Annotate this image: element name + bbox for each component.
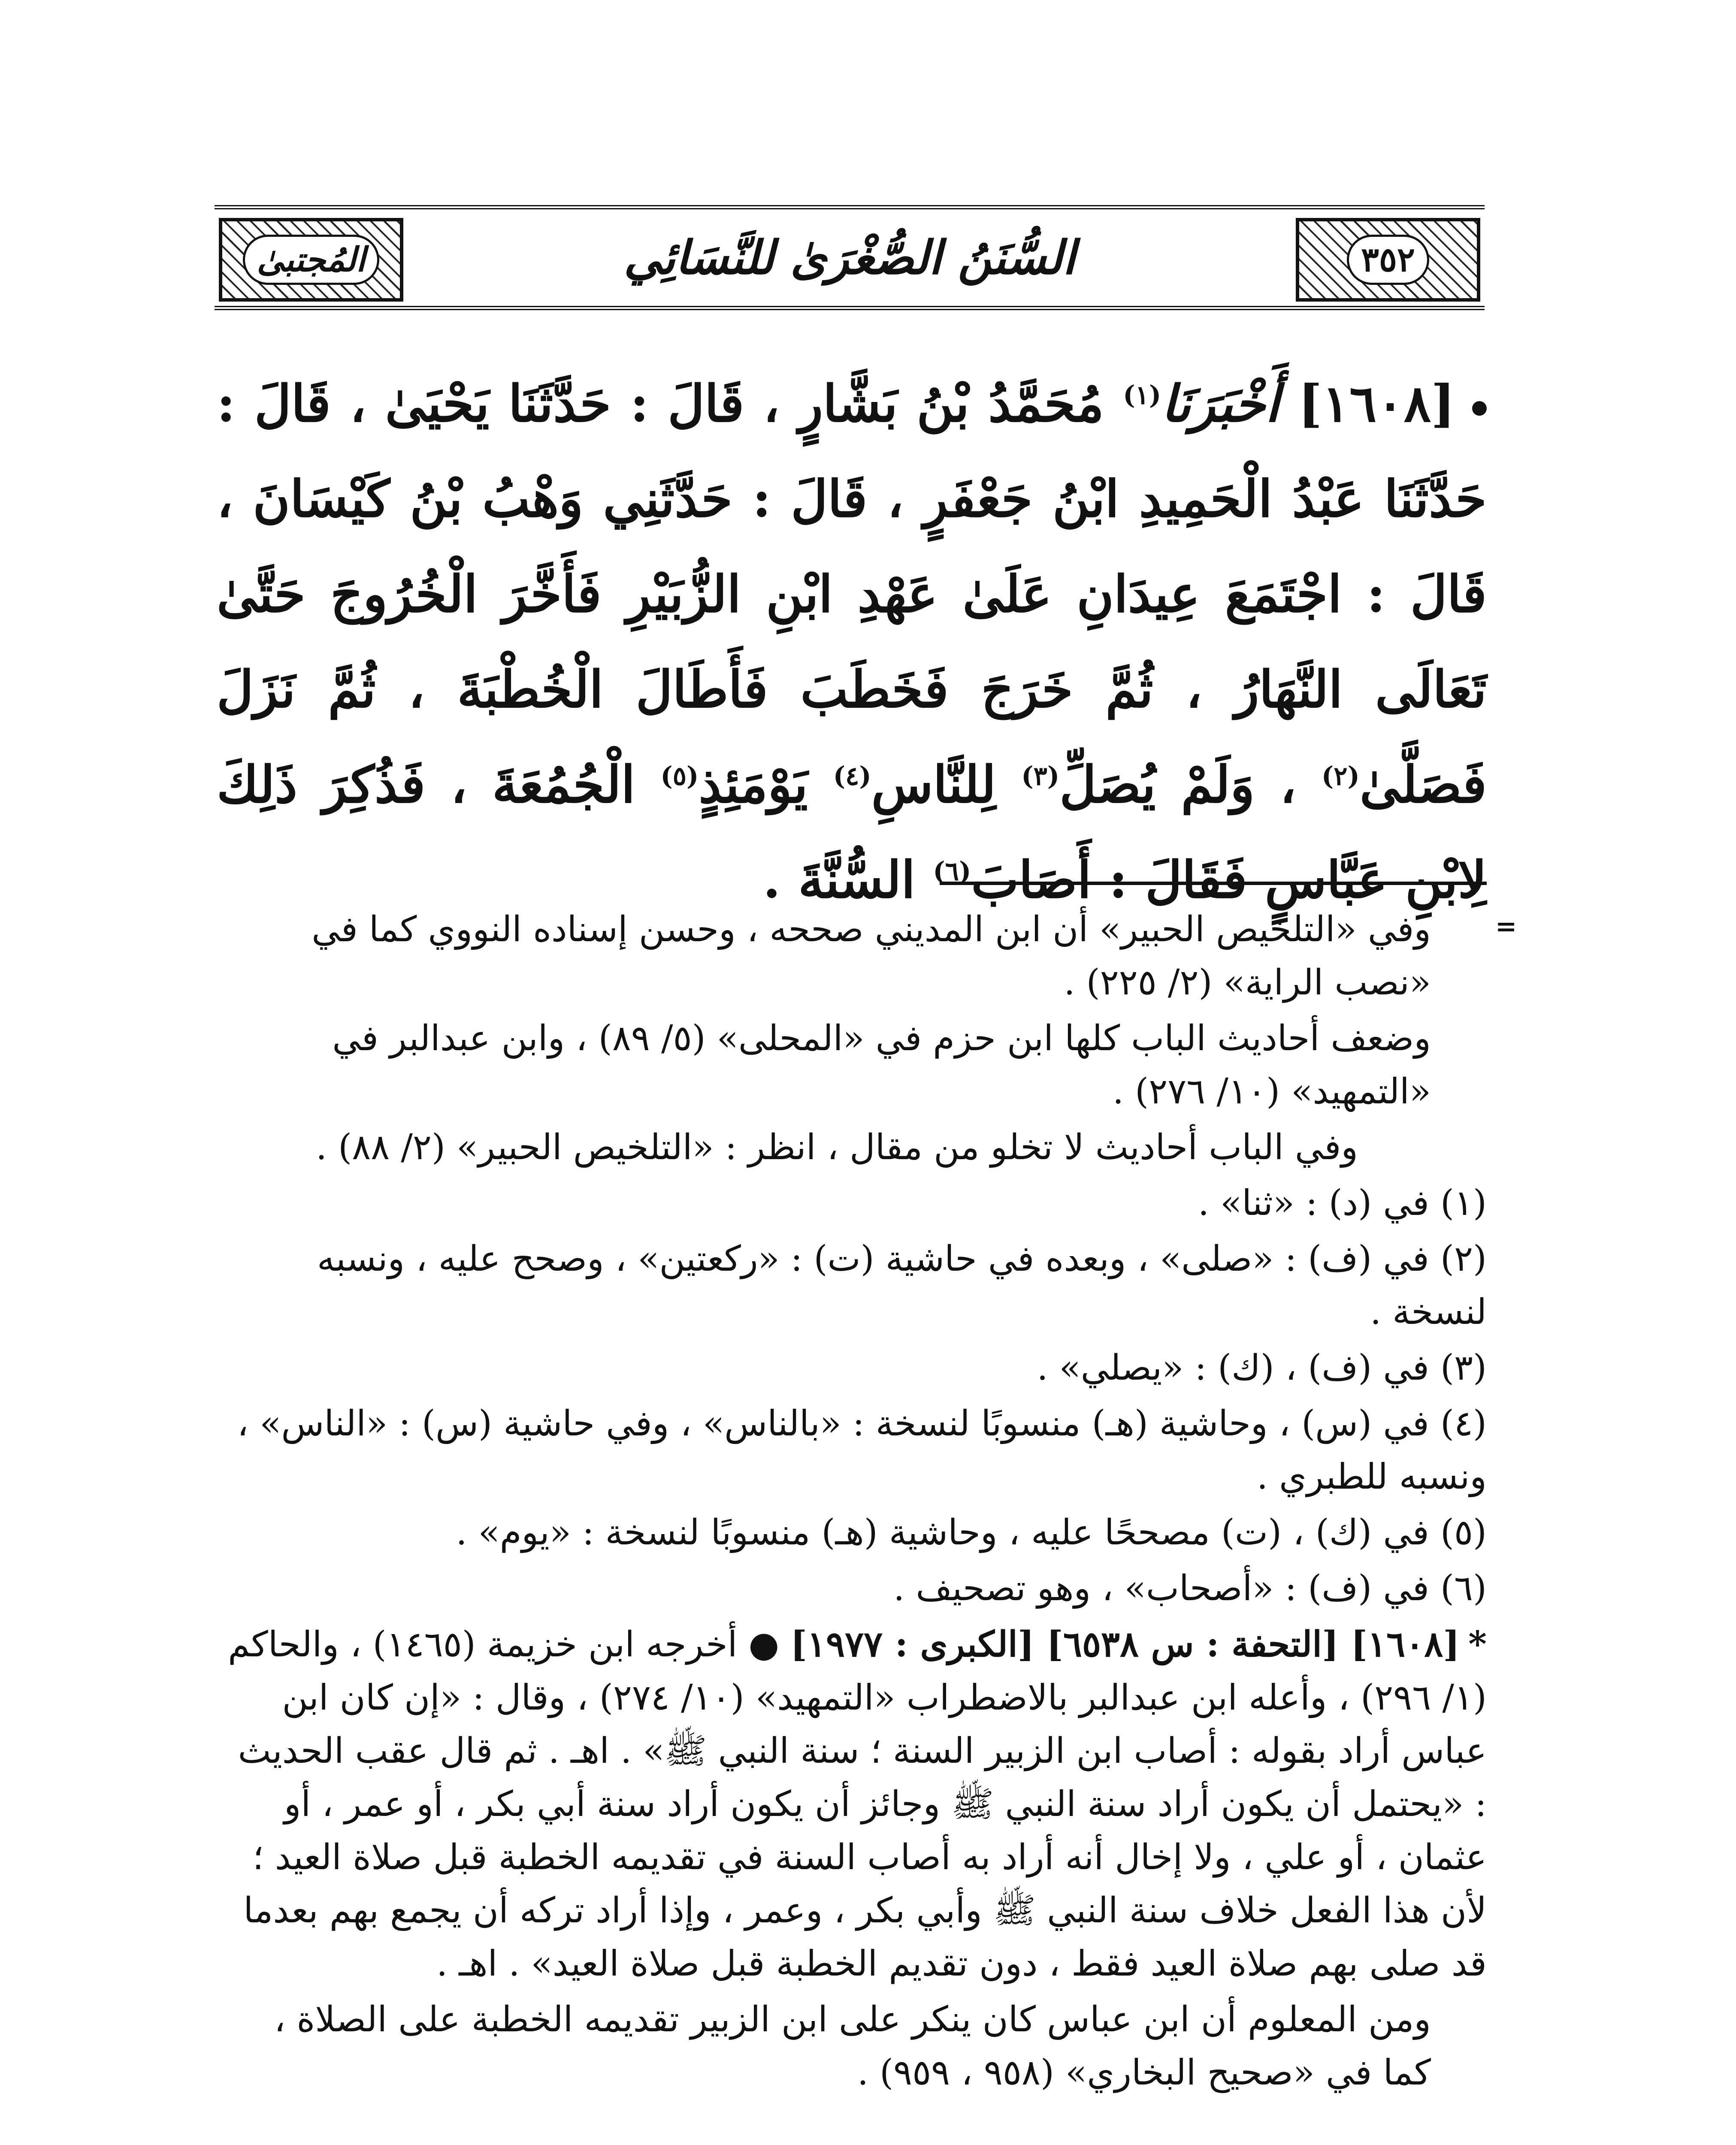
takhrij-paragraph <box>217 1618 1487 1991</box>
footnote-1: (١) في (د) : «ثنا» . <box>1198 1183 1487 1224</box>
footnote-paragraph: وفي «التلخيص الحبير» أن ابن المديني صححه ، وحسن إسناده النووي كما في «نصب الراية» (٢/ ٢٢٥) . <box>312 909 1431 1003</box>
continuation-mark: = <box>1495 912 1517 942</box>
hadith-text <box>217 356 1487 927</box>
footnote-6: (٦) في (ف) : «أصحاب» ، وهو تصحيف . <box>893 1568 1487 1609</box>
footnote-divider <box>940 882 1487 885</box>
footnote-2: (٢) في (ف) : «صلى» ، وبعده في حاشية (ت) : «ركعتين» ، وصحح عليه ، ونسبه لنسخة . <box>317 1239 1487 1332</box>
footnote-ref: (٣) <box>1021 761 1060 792</box>
book-ornament <box>219 218 403 302</box>
star-icon: * <box>1468 1624 1487 1665</box>
page-header <box>215 205 1485 310</box>
page-number-ornament <box>1296 218 1480 302</box>
footnote-paragraph: وفي الباب أحاديث لا تخلو من مقال ، انظر : «التلخيص الحبير» (٢/ ٨٨) . <box>316 1127 1358 1168</box>
footnote-4: (٤) في (س) ، وحاشية (هـ) منسوبًا لنسخة : «بالناس» ، وفي حاشية (س) : «الناس» ، ونسبه للطبري . <box>237 1403 1487 1497</box>
takhrij-text: أخرجه ابن خزيمة (١٤٦٥) ، والحاكم (١/ ٢٩٦) ، وأعله ابن عبدالبر بالاضطراب «التمهيد» (١٠/ ٢٧٤) ، وقال : «إن كان ابن عباس أراد بقوله : أصاب ابن الزبير السنة ؛ سنة النبي ﷺ» . اهـ . ثم قال عقب الحديث : «يحتمل أن يكون أراد سنة النبي ﷺ وجائز أن يكون أراد سنة أبي بكر ، أو عمر ، أو عثمان ، أو علي ، ولا إخال أنه أراد به أصاب السنة في تقديمه الخطبة قبل صلاة العيد ؛ لأن هذا الفعل خلاف سنة النبي ﷺ وأبي بكر ، وعمر ، وإذا أراد تركه أن يجمع بهم بعدما قد صلى بهم صلاة العيد فقط ، دون تقديم الخطبة قبل صلاة العيد» . اهـ . <box>228 1624 1487 1984</box>
dot-icon: ● <box>748 1624 780 1665</box>
akhbarana: أَخْبَرَنَا <box>1161 374 1279 433</box>
footnote-ref: (١) <box>1123 380 1161 411</box>
footnotes-section <box>217 903 1487 2102</box>
footnote-ref: (٢) <box>1321 761 1360 792</box>
takhrij-paragraph-2: ومن المعلوم أن ابن عباس كان ينكر على ابن الزبير تقديمه الخطبة على الصلاة ، كما في «صحيح البخاري» (٩٥٨ ، ٩٥٩) . <box>274 1999 1431 2093</box>
hadith-number: [١٦٠٨] <box>1298 374 1455 433</box>
footnote-paragraph: وضعف أحاديث الباب كلها ابن حزم في «المحلى» (٥/ ٨٩) ، وابن عبدالبر في «التمهيد» (١٠/ ٢٧٦) . <box>332 1018 1431 1112</box>
footnote-ref: (٦) <box>933 856 971 887</box>
hadith-segment: يَوْمَئِذٍ <box>699 755 808 814</box>
hadith-segment: مُحَمَّدُ بْنُ بَشَّارٍ ، قَالَ : حَدَّثَنَا يَحْيَىٰ ، قَالَ : حَدَّثَنَا عَبْدُ الْحَمِيدِ ابْنُ جَعْفَرٍ ، قَالَ : حَدَّثَنِي وَهْبُ بْنُ كَيْسَانَ ، قَالَ : اجْتَمَعَ عِيدَانِ عَلَىٰ عَهْدِ ابْنِ الزُّبَيْرِ فَأَخَّرَ الْخُرُوجَ حَتَّىٰ تَعَالَى النَّهَارُ ، ثُمَّ خَرَجَ فَخَطَبَ فَأَطَالَ الْخُطْبَةَ ، ثُمَّ نَزَلَ فَصَلَّىٰ <box>217 374 1487 814</box>
footnote-ref: (٤) <box>833 761 871 792</box>
page-number: ٣٥٢ <box>1347 235 1429 285</box>
ornament-label: المُجتبىٰ <box>243 235 380 285</box>
hadith-segment: لِلنَّاسِ <box>871 755 996 814</box>
book-title: السُّنَنُ الصُّغْرَىٰ للنَّسَائِي <box>623 230 1076 285</box>
footnote-3: (٣) في (ف) ، (ك) : «يصلي» . <box>1037 1347 1487 1388</box>
takhrij-label: [١٦٠٨] [التحفة : س ٦٥٣٨] [الكبرى : ١٩٧٧] <box>790 1624 1460 1665</box>
hadith-segment: السُّنَّةَ . <box>763 850 916 909</box>
footnote-5: (٥) في (ك) ، (ت) مصححًا عليه ، وحاشية (هـ) منسوبًا لنسخة : «يوم» . <box>456 1512 1487 1553</box>
hadith-segment: ، وَلَمْ يُصَلِّ <box>1059 755 1296 814</box>
bullet-icon <box>1472 401 1487 416</box>
hadith-segment: الْجُمُعَةَ ، فَذُكِرَ ذَلِكَ لِابْنِ عَبَّاسٍ فَقَالَ : أَصَابَ <box>217 755 1487 909</box>
footnote-ref: (٥) <box>660 761 699 792</box>
